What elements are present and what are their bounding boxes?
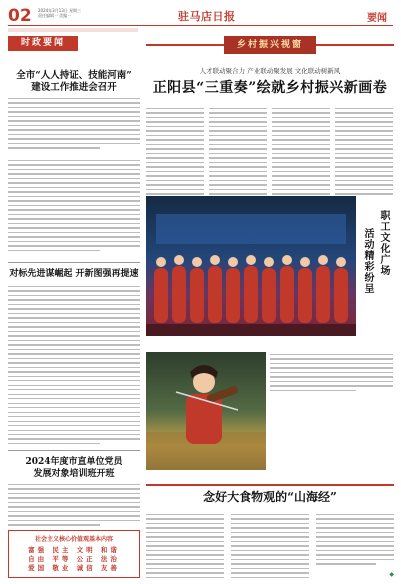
masthead: 驻马店日报 <box>178 10 236 23</box>
article2-headline[interactable] <box>8 268 140 280</box>
article3-headline[interactable] <box>8 456 140 480</box>
photo-caption <box>270 354 393 394</box>
core-values-row: 自由 平等 公正 法治 <box>28 555 120 563</box>
choir-performance-photo <box>146 196 356 336</box>
article2-body <box>8 286 140 447</box>
page-number: 02 <box>8 6 32 26</box>
article1-headline-line2: 建设工作推进会召开 <box>31 82 117 93</box>
banner-label: 乡村振兴视窗 <box>224 36 316 54</box>
feature-headline[interactable]: 正阳县“三重奏”绘就乡村振兴新画卷 <box>152 80 388 96</box>
vertical-title-col2: 活动精彩纷呈 <box>362 228 373 294</box>
article1-headline[interactable] <box>8 70 140 94</box>
feature-kicker: 人才联动聚合力 产业联动聚发展 文化联动树新风 <box>199 67 341 75</box>
essay-body-col <box>231 514 309 581</box>
article2-headline-text: 对标先进谋崛起 开新图强再提速 <box>9 269 139 279</box>
core-values-row: 富强 民主 文明 和谐 <box>28 546 120 554</box>
issue-meta <box>38 8 128 18</box>
feature-body-col <box>146 108 204 198</box>
essay-rule <box>146 484 394 486</box>
essay-body-col <box>316 514 394 568</box>
article3-headline-line2: 发展对象培训班开班 <box>33 469 115 479</box>
article1-headline-line1: 全市“人人持证、技能河南” <box>16 70 132 81</box>
footer-logo-icon: ◆ <box>389 571 394 578</box>
core-values-row: 爱国 敬业 诚信 友善 <box>28 564 120 572</box>
divider <box>8 450 140 451</box>
issue-date: 2024年3月13日 星期三 <box>38 8 82 13</box>
core-values-title: 社会主义核心价值观基本内容 <box>34 536 113 543</box>
feature-body-col <box>335 108 393 198</box>
article3-body <box>8 484 140 529</box>
column-tag: 时政要闻 <box>8 36 78 51</box>
article3-headline-line1: 2024年度市直单位党员 <box>25 457 123 467</box>
core-values-box <box>8 530 140 578</box>
violinist-photo <box>146 352 266 470</box>
feature-banner <box>146 36 394 54</box>
column-tag-rule <box>8 28 138 32</box>
feature-body-col <box>209 108 267 198</box>
divider <box>8 262 140 263</box>
issue-editors: 责任编辑 ·· 美编 ·· <box>38 13 71 18</box>
photo-vertical-title <box>357 210 393 310</box>
feature-body-col <box>272 108 330 198</box>
article1-body-cols <box>8 160 140 254</box>
essay-headline[interactable]: 念好大食物观的“山海经” <box>203 490 337 504</box>
page-header <box>8 6 393 26</box>
vertical-title-col1: 职工文化广场 <box>378 210 389 276</box>
section-name: 要闻 <box>367 13 387 24</box>
article1-body <box>8 98 140 152</box>
essay-body-col <box>146 514 224 581</box>
